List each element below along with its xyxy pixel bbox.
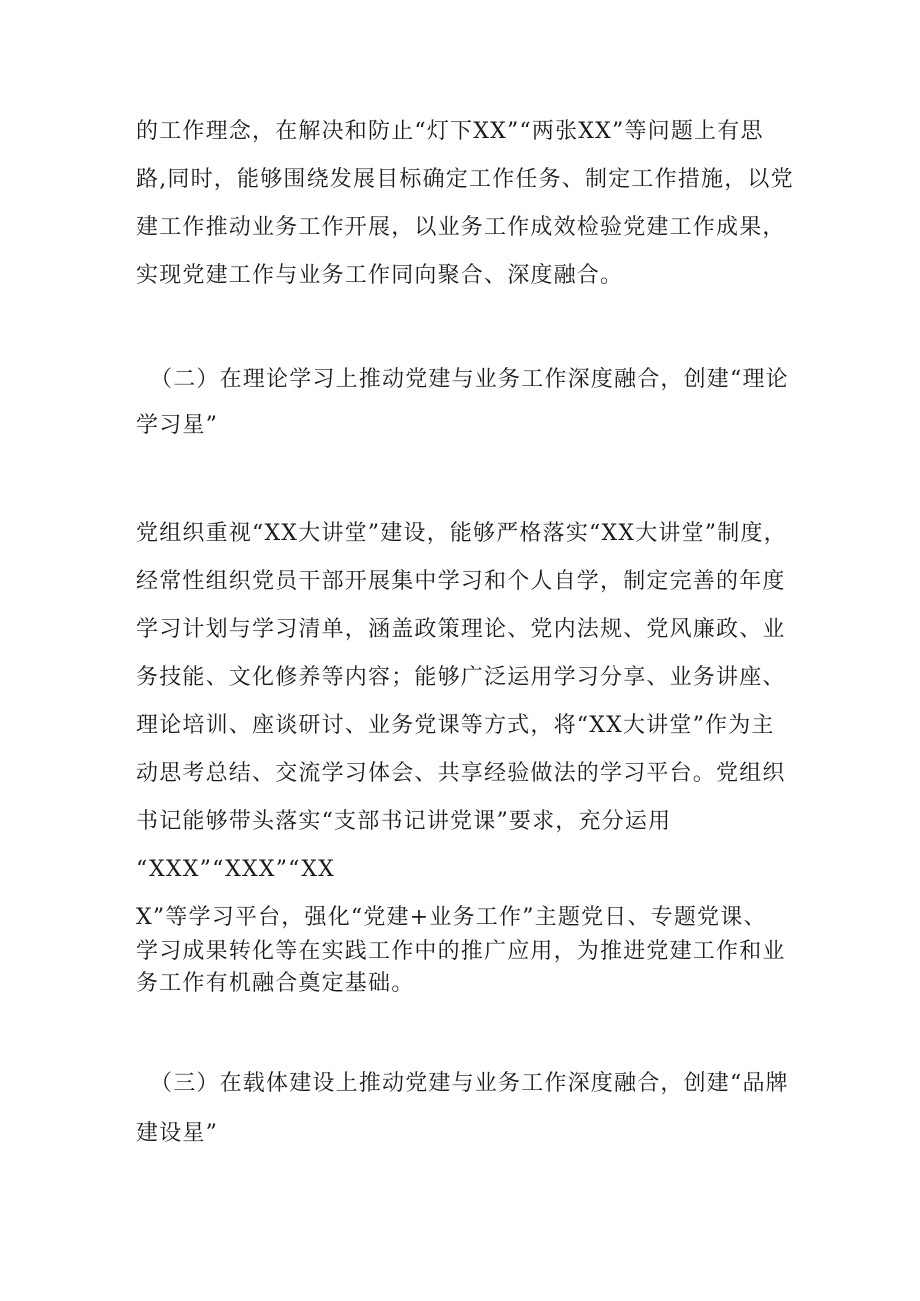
paragraph-2-line-8: “XXX”“XXX”“XX bbox=[136, 857, 335, 882]
paragraph-2-line-1: 党组织重视“XX大讲堂”建设，能够严格落实“XX大讲堂”制度， bbox=[136, 521, 787, 546]
paragraph-1-line-3: 建工作推动业务工作开展，以业务工作成效检验党建工作成果， bbox=[136, 215, 786, 240]
paragraph-2-line-4: 务技能、文化修养等内容；能够广泛运用学习分享、业务讲座、 bbox=[136, 665, 786, 690]
section-heading-2-line-1: （二）在理论学习上推动党建与业务工作深度融合，创建“理论 bbox=[150, 367, 789, 392]
section-heading-2-line-2: 学习星” bbox=[136, 413, 219, 438]
paragraph-2-line-6: 动思考总结、交流学习体会、共享经验做法的学习平台。党组织 bbox=[136, 761, 786, 786]
paragraph-2-line-10: 学习成果转化等在实践工作中的推广应用，为推进党建工作和业 bbox=[136, 939, 786, 964]
paragraph-1-line-1: 的工作理念，在解决和防止“灯下XX”“两张XX”等问题上有思 bbox=[136, 119, 764, 144]
paragraph-2-line-9: X”等学习平台，强化“党建+业务工作”主题党日、专题党课、 bbox=[136, 905, 767, 930]
section-heading-3-line-2: 建设星” bbox=[136, 1121, 219, 1146]
paragraph-1-line-2: 路,同时，能够围绕发展目标确定工作任务、制定工作措施，以党 bbox=[136, 167, 794, 192]
paragraph-2-line-5: 理论培训、座谈研讨、业务党课等方式，将“XX大讲堂”作为主 bbox=[136, 713, 775, 738]
section-heading-3-line-1: （三）在载体建设上推动党建与业务工作深度融合，创建“品牌 bbox=[150, 1071, 789, 1096]
paragraph-2-line-7: 书记能够带头落实“支部书记讲党课”要求，充分运用 bbox=[136, 809, 672, 834]
paragraph-2-line-2: 经常性组织党员干部开展集中学习和个人自学，制定完善的年度 bbox=[136, 569, 786, 594]
paragraph-2-line-11: 务工作有机融合奠定基础。 bbox=[136, 971, 415, 996]
paragraph-1-line-4: 实现党建工作与业务工作同向聚合、深度融合。 bbox=[136, 263, 624, 288]
paragraph-2-line-3: 学习计划与学习清单，涵盖政策理论、党内法规、党风廉政、业 bbox=[136, 617, 786, 642]
